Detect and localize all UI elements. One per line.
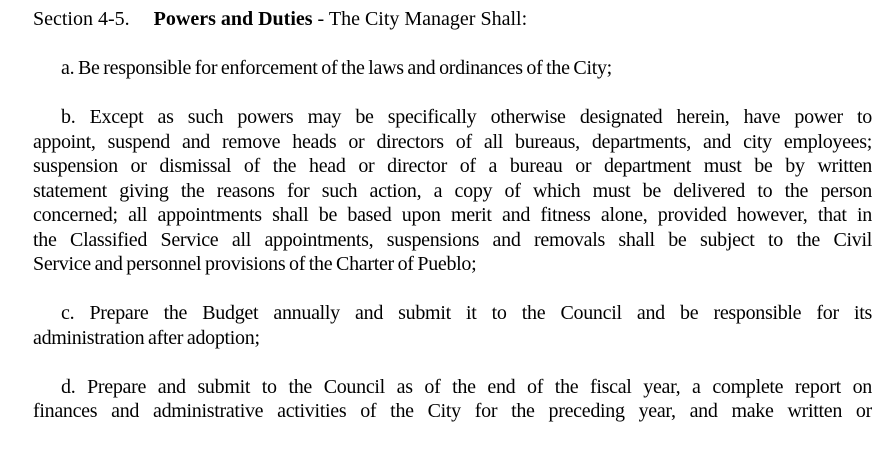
- text-line: b. Except as such powers may be specifically otherwise designated herein, have power to: [61, 106, 872, 128]
- text-line: c. Prepare the Budget annually and submit it to the Council and be responsible for its: [61, 302, 872, 324]
- text-line: Service and personnel provisions of the Charter of Pueblo;: [33, 253, 477, 275]
- text-line: concerned; all appointments shall be based upon merit and fitness alone, provided however, that in: [33, 204, 872, 226]
- paragraph-a: [33, 56, 872, 81]
- text-line: suspension or dismissal of the head or director of a bureau or department must be by written: [33, 155, 872, 177]
- paragraph-d: [33, 375, 872, 424]
- text-line: administration after adoption;: [33, 326, 260, 349]
- paragraph-b: [33, 105, 872, 277]
- document-page: [33, 7, 872, 424]
- text-line: finances and administrative activities of the City for the preceding year, and make written or: [33, 400, 872, 422]
- section-title: Powers and Duties: [153, 8, 313, 30]
- section-subtitle: - The City Manager Shall:: [312, 8, 528, 30]
- text-line: a. Be responsible for enforcement of the laws and ordinances of the City;: [61, 57, 612, 79]
- section-heading: [33, 7, 872, 32]
- section-number: Section 4-5.: [33, 8, 130, 30]
- paragraph-c: [33, 301, 872, 350]
- text-line: appoint, suspend and remove heads or directors of all bureaus, departments, and city employees;: [33, 130, 872, 153]
- text-line: the Classified Service all appointments, suspensions and removals shall be subject to the Civil: [33, 228, 872, 251]
- text-line: d. Prepare and submit to the Council as of the end of the fiscal year, a complete report on: [61, 375, 872, 398]
- text-line: statement giving the reasons for such action, a copy of which must be delivered to the person: [33, 179, 872, 202]
